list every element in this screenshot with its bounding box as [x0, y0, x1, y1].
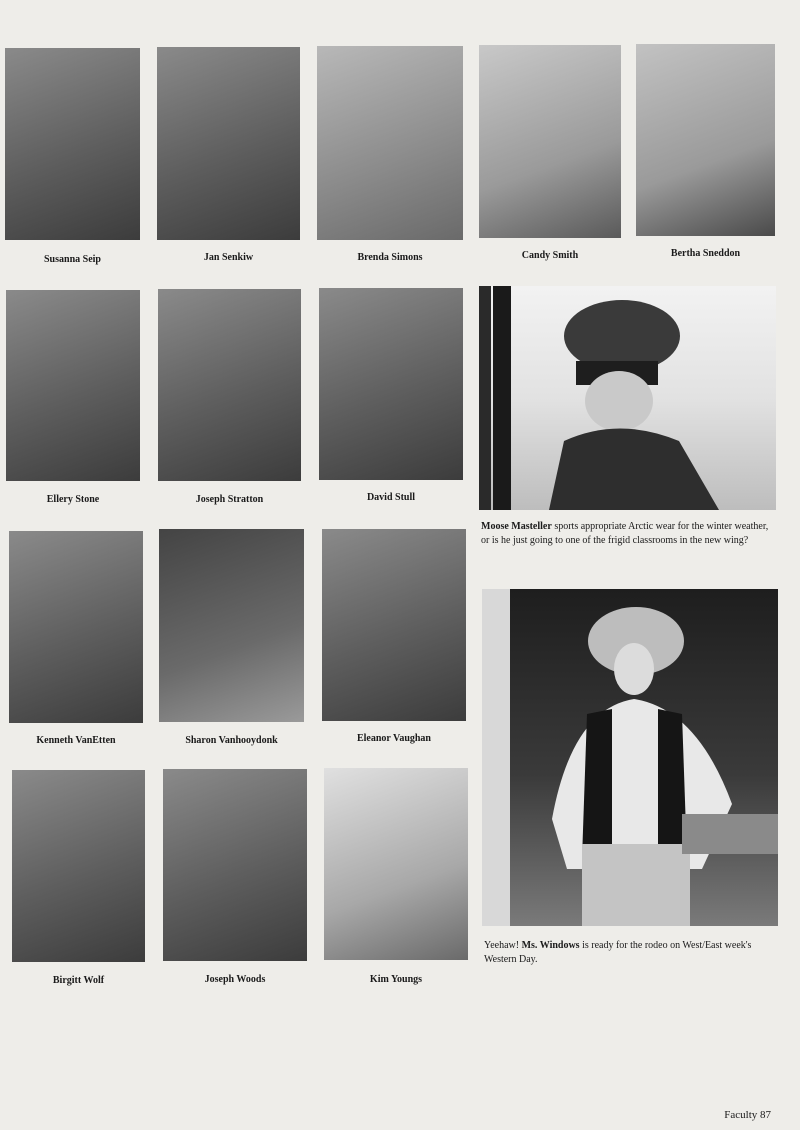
- portrait-photo-sharon-vanhooydonk: [159, 529, 304, 722]
- portrait-photo-kim-youngs: [324, 768, 468, 960]
- faculty-name: Candy Smith: [521, 250, 579, 261]
- caption-text: sports appropriate Arctic wear for the winter weather, or is he just going to one of the frigid classrooms in the new wing?: [481, 521, 769, 546]
- faculty-name: Kim Youngs: [369, 974, 423, 985]
- faculty-name: Joseph Stratton: [195, 494, 264, 505]
- portrait-photo-ellery-stone: [6, 290, 140, 481]
- faculty-name: Jan Senkiw: [203, 252, 254, 263]
- faculty-name: Ellery Stone: [46, 494, 100, 505]
- faculty-name: Susanna Seip: [44, 254, 101, 265]
- caption-name: Ms. Windows: [521, 940, 580, 951]
- candid-photo-moose-masteller: [479, 286, 776, 510]
- faculty-name: Kenneth VanEtten: [36, 735, 116, 746]
- portrait-photo-brenda-simons: [317, 46, 463, 240]
- caption-text: is ready for the rodeo on West/East week's Western Day.: [484, 940, 752, 965]
- portrait-photo-kenneth-vanetten: [9, 531, 143, 723]
- portrait-photo-birgitt-wolf: [12, 770, 145, 962]
- portrait-photo-joseph-stratton: [158, 289, 301, 481]
- photo-caption-masteller: [481, 520, 778, 548]
- faculty-name: Sharon Vanhooydonk: [185, 735, 278, 746]
- faculty-name: Brenda Simons: [357, 252, 423, 263]
- faculty-name: Joseph Woods: [204, 974, 266, 985]
- caption-name: Moose Masteller: [481, 521, 552, 532]
- portrait-photo-susanna-seip: [5, 48, 140, 240]
- photo-caption-windows: [484, 939, 780, 967]
- faculty-name: David Stull: [366, 492, 416, 503]
- faculty-name: Eleanor Vaughan: [356, 733, 431, 744]
- candid-photo-ms-windows: [482, 589, 778, 926]
- portrait-photo-bertha-sneddon: [636, 44, 775, 236]
- portrait-photo-eleanor-vaughan: [322, 529, 466, 721]
- portrait-photo-jan-senkiw: [157, 47, 300, 240]
- faculty-name: Bertha Sneddon: [670, 248, 741, 259]
- portrait-photo-david-stull: [319, 288, 463, 480]
- caption-prefix: Yeehaw!: [484, 940, 522, 951]
- portrait-photo-candy-smith: [479, 45, 621, 238]
- faculty-name: Birgitt Wolf: [52, 975, 105, 986]
- portrait-photo-joseph-woods: [163, 769, 307, 961]
- page-folio: Faculty 87: [724, 1109, 771, 1121]
